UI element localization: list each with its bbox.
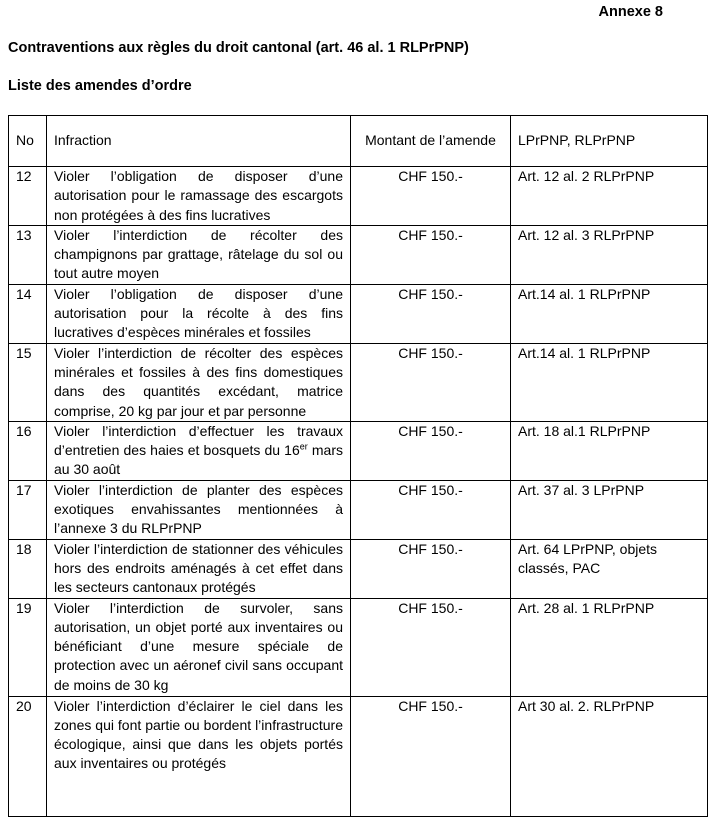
table-row [9,696,708,816]
table-row [9,343,708,421]
row-number: 13 [9,225,47,284]
amount-cell: CHF 150.- [351,284,511,343]
reference-cell: Art. 12 al. 3 RLPrPNP [511,225,708,284]
reference-cell: Art.14 al. 1 RLPrPNP [511,284,708,343]
infraction-cell: Violer l’interdiction de récolter des espèces minérales et fossiles à des fins domestiques dans des quantités excédant, matrice comprise, 20 kg par jour et par personne [47,343,351,421]
amount-cell: CHF 150.- [351,167,511,226]
ordinal-suffix: er [299,441,308,452]
infraction-cell: Violer l’interdiction de survoler, sans autorisation, un objet porté aux inventaires ou bénéficiant d’une mesure spéciale de protection avec un aéronef civil sans occupant de moins de 30 kg [47,598,351,696]
table-header-row [9,116,708,167]
fines-table [8,115,708,817]
row-number: 15 [9,343,47,421]
column-header-no: No [9,116,47,167]
document-title: Contraventions aux règles du droit cantonal (art. 46 al. 1 RLPrPNP) [8,40,469,56]
table-row [9,480,708,539]
row-number: 20 [9,696,47,816]
annex-label: Annexe 8 [598,4,663,20]
amount-cell: CHF 150.- [351,598,511,696]
amount-cell: CHF 150.- [351,696,511,816]
reference-cell: Art. 64 LPrPNP, objets classés, PAC [511,539,708,598]
document-subtitle: Liste des amendes d’ordre [8,78,192,94]
infraction-text-tail: mars au 30 août [54,442,344,478]
infraction-text: Violer l’interdiction d’effectuer les travaux d’entretien des haies et bosquets du 16 [54,422,343,459]
infraction-cell: Violer l’obligation de disposer d’une autorisation pour le ramassage des escargots non protégées à des fins lucratives [47,167,351,226]
table-row [9,167,708,226]
row-number: 14 [9,284,47,343]
infraction-cell: Violer l’interdiction d’éclairer le ciel dans les zones qui font partie ou bordent l’infrastructure écologique, ainsi que dans les objets portés aux inventaires ou protégés [47,696,351,816]
reference-cell: Art. 37 al. 3 LPrPNP [511,480,708,539]
reference-cell: Art. 28 al. 1 RLPrPNP [511,598,708,696]
table-row [9,421,708,480]
infraction-cell [47,421,351,480]
column-header-amount: Montant de l’amende [351,116,511,167]
table-row [9,284,708,343]
infraction-cell: Violer l’interdiction de planter des espèces exotiques envahissantes mentionnées à l’annexe 3 du RLPrPNP [47,480,351,539]
row-number: 18 [9,539,47,598]
amount-cell: CHF 150.- [351,539,511,598]
infraction-cell: Violer l’interdiction de stationner des véhicules hors des endroits aménagés à cet effet dans les secteurs cantonaux protégés [47,539,351,598]
reference-cell: Art. 18 al.1 RLPrPNP [511,421,708,480]
column-header-infraction: Infraction [47,116,351,167]
column-header-reference: LPrPNP, RLPrPNP [511,116,708,167]
amount-cell: CHF 150.- [351,421,511,480]
amount-cell: CHF 150.- [351,343,511,421]
row-number: 12 [9,167,47,226]
reference-cell: Art.14 al. 1 RLPrPNP [511,343,708,421]
row-number: 19 [9,598,47,696]
infraction-cell: Violer l’obligation de disposer d’une autorisation pour la récolte à des fins lucratives d’espèces minérales et fossiles [47,284,351,343]
reference-cell: Art. 12 al. 2 RLPrPNP [511,167,708,226]
infraction-cell: Violer l’interdiction de récolter des champignons par grattage, râtelage du sol ou tout autre moyen [47,225,351,284]
amount-cell: CHF 150.- [351,480,511,539]
table-row [9,225,708,284]
row-number: 16 [9,421,47,480]
table-row [9,539,708,598]
table-row [9,598,708,696]
row-number: 17 [9,480,47,539]
amount-cell: CHF 150.- [351,225,511,284]
reference-cell: Art 30 al. 2. RLPrPNP [511,696,708,816]
